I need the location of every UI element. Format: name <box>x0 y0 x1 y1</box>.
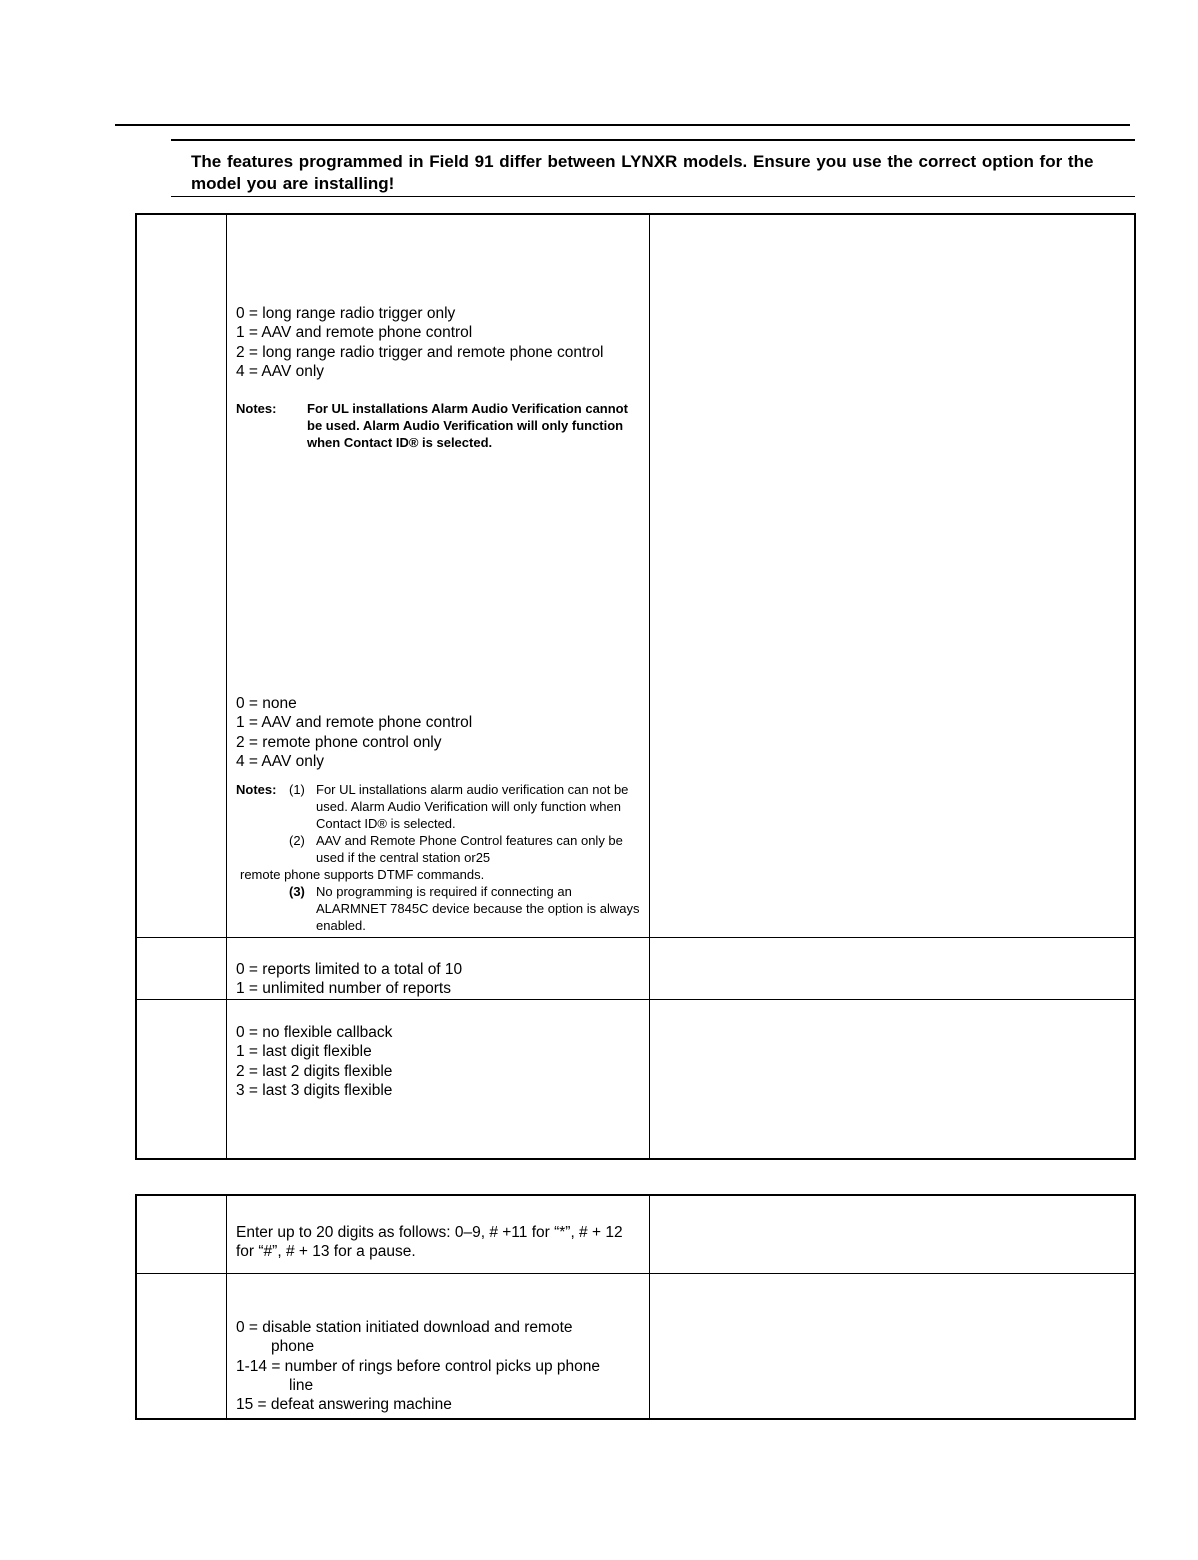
column-divider <box>226 1196 227 1418</box>
report-options <box>236 960 641 999</box>
column-divider <box>649 215 650 1158</box>
option-line: 0 = disable station initiated download and remote <box>236 1319 573 1336</box>
option-line: 15 = defeat answering machine <box>236 1396 452 1414</box>
row-divider <box>137 937 1134 938</box>
note-text: For UL installations Alarm Audio Verification cannot be used. Alarm Audio Verification will only function when Contact ID® is selected. <box>307 401 628 450</box>
option-line: 0 = none <box>236 695 297 712</box>
option-line: 0 = reports limited to a total of 10 <box>236 961 463 978</box>
option-line: 1 = unlimited number of reports <box>236 980 451 998</box>
option-line: 0 = long range radio trigger only <box>236 305 456 322</box>
row-divider <box>137 1273 1134 1274</box>
note-text: remote phone supports DTMF commands. <box>240 867 485 882</box>
callback-options <box>236 1023 641 1100</box>
note-text: AAV and Remote Phone Control features can only be used if the central station or25 <box>316 833 623 865</box>
row-divider <box>137 999 1134 1000</box>
option-line: 0 = no flexible callback <box>236 1024 393 1041</box>
ring-options <box>236 1318 641 1414</box>
field-options-a <box>236 304 641 381</box>
field-options-b <box>236 694 641 771</box>
option-line: 3 = last 3 digits flexible <box>236 1081 393 1099</box>
note-number: (2) <box>289 833 305 848</box>
warning-text: The features programmed in Field 91 differ between LYNXR models. Ensure you use the correct option for the model you are installing! <box>191 152 1094 193</box>
digit-entry-instructions: Enter up to 20 digits as follows: 0–9, # +11 for “*”, # + 12 for “#”, # + 13 for a pause. <box>236 1224 623 1261</box>
note-number: (3) <box>289 884 305 899</box>
option-line: 1 = AAV and remote phone control <box>236 714 473 732</box>
option-line: 2 = remote phone control only <box>236 733 442 751</box>
note-text: For UL installations alarm audio verification can not be used. Alarm Audio Verification will only function when Contact ID® is selected. <box>316 782 629 831</box>
notes-b <box>236 781 641 934</box>
option-line: 4 = AAV only <box>236 362 325 380</box>
option-line: 1 = AAV and remote phone control <box>236 324 473 342</box>
options-table-2 <box>135 1194 1136 1420</box>
note-text: No programming is required if connecting an ALARMNET 7845C device because the option is always enabled. <box>316 884 640 933</box>
option-line: 1 = last digit flexible <box>236 1043 372 1061</box>
notes-label: Notes: <box>236 401 277 416</box>
top-rule <box>115 124 1130 126</box>
notes-label: Notes: <box>236 782 277 797</box>
notes-a <box>236 400 641 451</box>
column-divider <box>226 215 227 1158</box>
option-line: 4 = AAV only <box>236 752 325 770</box>
option-line-continued: phone <box>271 1338 315 1356</box>
note-number: (1) <box>289 782 305 797</box>
warning-box <box>171 139 1135 197</box>
options-table-1 <box>135 213 1136 1160</box>
option-line-continued: line <box>289 1376 314 1394</box>
column-divider <box>649 1196 650 1418</box>
option-line: 2 = long range radio trigger and remote phone control <box>236 343 604 361</box>
option-line: 2 = last 2 digits flexible <box>236 1062 393 1080</box>
option-line: 1-14 = number of rings before control picks up phone <box>236 1357 601 1375</box>
